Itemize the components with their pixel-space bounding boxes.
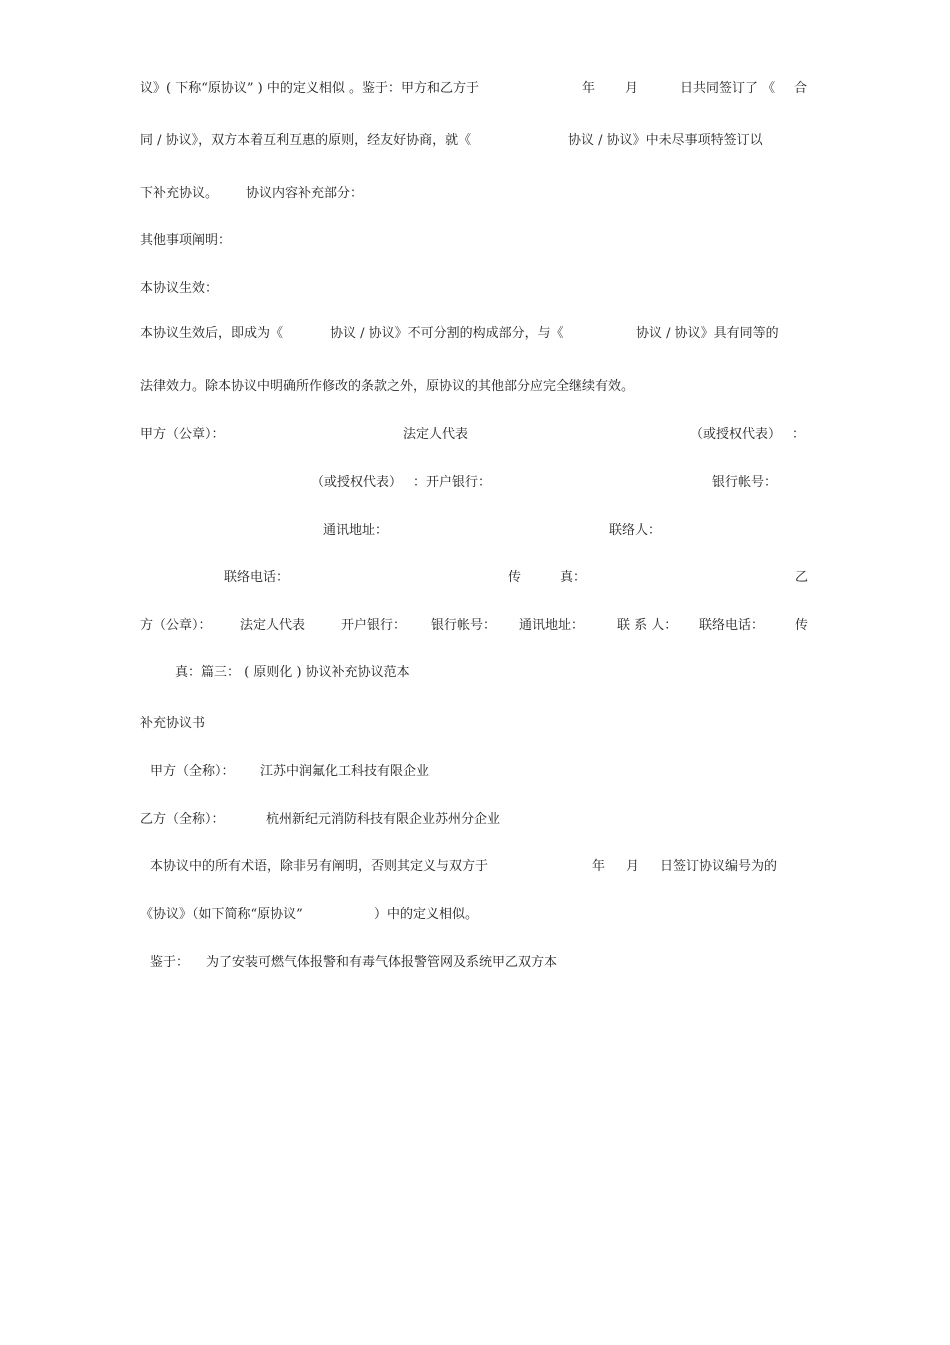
text-line: 本协议中的所有术语，除非另有阐明，否则其定义与双方于 [150, 859, 489, 874]
text-line: ）中的定义相似。 [374, 907, 479, 922]
text-line: ：开户银行： [413, 475, 492, 490]
text-line: 同 / 协议》，双方本着互利互惠的原则，经友好协商，就《 [140, 133, 472, 148]
text-line: 甲方（全称）： [150, 764, 235, 779]
text-line: 协议 / 协议》不可分割的构成部分，与《 [330, 326, 564, 341]
text-line: 其他事项阐明： [140, 233, 232, 248]
text-line: 甲方（公章）： [140, 427, 225, 442]
text-line: 乙 [795, 570, 809, 585]
text-line: 通讯地址： [519, 618, 585, 633]
text-line: 真： [560, 570, 587, 585]
text-line: （或授权代表） [311, 475, 403, 490]
text-line: 法定人代表 [240, 618, 306, 633]
text-line: 合 [794, 81, 808, 96]
text-line: 开户银行： [341, 618, 407, 633]
text-line: 联 系 人： [617, 618, 678, 633]
text-line: 联络电话： [224, 570, 290, 585]
text-line: 为了安装可燃气体报警和有毒气体报警管网及系统甲乙双方本 [206, 955, 558, 970]
text-line: 鉴于： [150, 955, 190, 970]
text-line: 年 [592, 859, 606, 874]
text-line: 月 [626, 859, 640, 874]
text-line: 年 [582, 81, 596, 96]
text-line: 联络电话： [699, 618, 765, 633]
text-line: ： [792, 427, 806, 442]
text-line: 法律效力。除本协议中明确所作修改的条款之外，原协议的其他部分应完全继续有效。 [140, 379, 635, 394]
section-title: 补充协议书 [140, 716, 206, 731]
text-line: 传 [795, 618, 809, 633]
text-line: 本协议生效后，即成为《 [140, 326, 284, 341]
text-line: 乙方（全称）： [140, 812, 225, 827]
text-line: 月 [625, 81, 639, 96]
text-line: 本协议生效： [140, 281, 219, 296]
text-line: 联络人： [609, 523, 662, 538]
text-line: 杭州新纪元消防科技有限企业苏州分企业 [266, 812, 501, 827]
text-line: 协议 / 协议》中未尽事项特签订以 [568, 133, 763, 148]
text-line: 银行帐号： [431, 618, 497, 633]
text-line: 下补充协议。 [140, 186, 219, 201]
text-line: 江苏中润氟化工科技有限企业 [260, 764, 430, 779]
text-line: 真：篇三： ( 原则化 ) 协议补充协议范本 [175, 665, 410, 680]
text-line: 传 [508, 570, 522, 585]
text-line: 法定人代表 [403, 427, 469, 442]
text-line: 通讯地址： [323, 523, 389, 538]
text-line: 协议 / 协议》具有同等的 [636, 326, 779, 341]
text-line: 议》( 下称“原协议” ) 中的定义相似 。鉴于：甲方和乙方于 [140, 81, 479, 96]
text-line: 方（公章）： [140, 618, 212, 633]
text-line: 日共同签订了 《 [680, 81, 776, 96]
text-line: 日签订协议编号为的 [660, 859, 778, 874]
text-line: 《协议》（如下简称“原协议” [140, 907, 303, 922]
text-line: 协议内容补充部分： [246, 186, 364, 201]
text-line: 银行帐号： [712, 475, 778, 490]
text-line: （或授权代表） [690, 427, 782, 442]
